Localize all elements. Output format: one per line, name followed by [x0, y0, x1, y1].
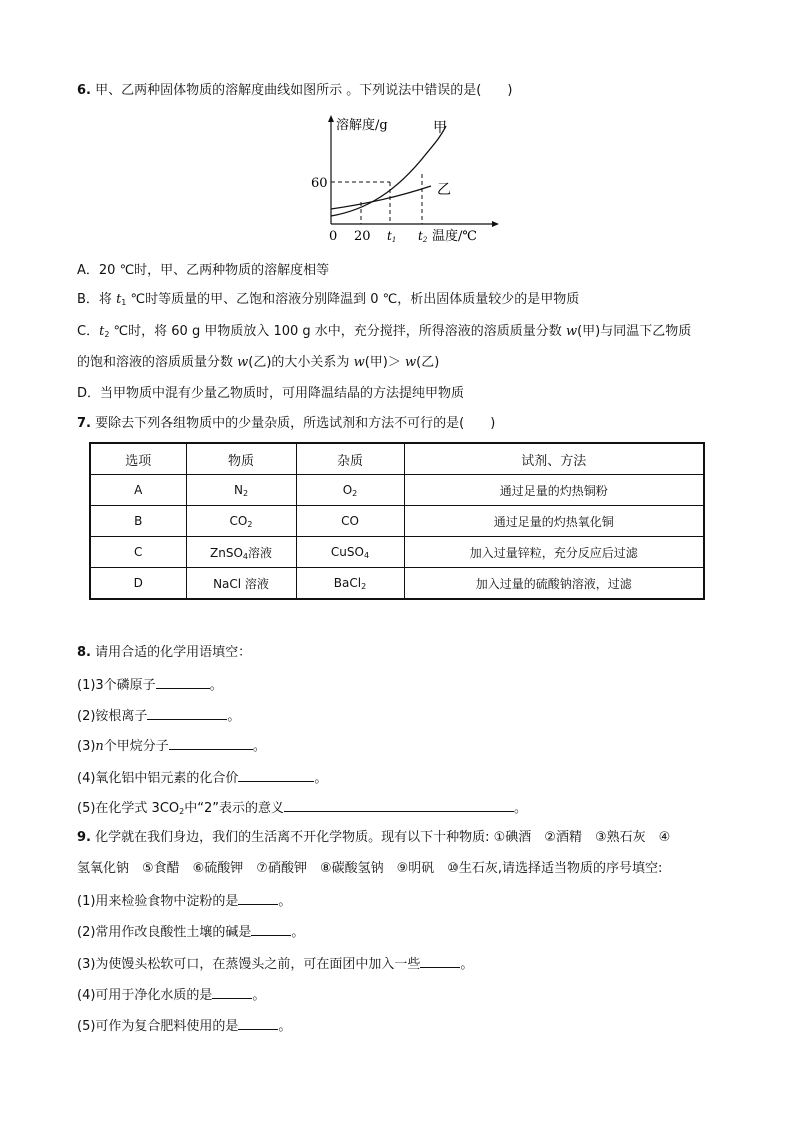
table-row	[90, 568, 704, 600]
y-axis-label: 溶解度/g	[336, 118, 388, 133]
tick-t1: t1	[387, 229, 397, 244]
q6-c-w1: w	[565, 324, 578, 339]
q6-option-c	[77, 323, 691, 344]
cell-method: 通过足量的灼热铜粉	[404, 475, 704, 506]
cell-option: C	[90, 537, 186, 568]
table-row	[90, 475, 704, 506]
q8-item-5-sub: 2	[179, 807, 185, 816]
q8-stem-text: 请用合适的化学用语填空：	[95, 645, 252, 660]
answer-blank[interactable]	[420, 954, 460, 968]
q8-item-1	[77, 675, 223, 695]
q6-option-c-line2	[77, 354, 439, 372]
q8-item-5	[77, 798, 527, 821]
period: 。	[314, 771, 328, 786]
q7-stem-text: 要除去下列各组物质中的少量杂质，所选试剂和方法不可行的是( )	[95, 416, 496, 431]
q9-item-2-text: (2)常用作改良酸性土壤的碱是	[77, 925, 252, 940]
answer-blank[interactable]	[238, 1016, 278, 1030]
header-substance: 物质	[186, 443, 296, 475]
answer-blank[interactable]	[212, 985, 252, 999]
q6-number: 6.	[77, 83, 91, 98]
q8-item-4	[77, 768, 327, 788]
q6-c-post1: ℃时，将 60 g 甲物质放入 100 g 水中，充分搅拌，所得溶液的溶质质量分数	[109, 324, 566, 339]
cell-substance: $N_2$	[186, 475, 296, 506]
q8-item-5-pre: (5)在化学式 3CO	[77, 801, 180, 816]
q8-stem	[77, 644, 251, 662]
q7-stem	[77, 415, 495, 433]
q6-option-b	[77, 291, 579, 312]
q6-c-post2: (甲)与同温下乙物质	[577, 324, 692, 339]
q6-c2-w3: w	[404, 355, 417, 370]
header-method: 试剂、方法	[404, 443, 704, 475]
tick-t2: t2	[418, 229, 428, 244]
q6-stem-text: 甲、乙两种固体物质的溶解度曲线如图所示 。下列说法中错误的是( )	[95, 83, 513, 98]
x-axis-label: 温度/℃	[432, 229, 477, 244]
tick-0: 0	[329, 229, 338, 244]
q9-item-2	[77, 922, 304, 942]
period: 。	[252, 988, 266, 1003]
x-axis-arrow	[492, 221, 499, 227]
q6-stem	[77, 82, 512, 100]
q6-option-d: D．当甲物质中混有少量乙物质时，可用降温结晶的方法提纯甲物质	[77, 386, 465, 401]
period: 。	[252, 739, 266, 754]
q6-b-sub: 1	[121, 298, 127, 307]
q8-item-5-post: 中“2”表示的意义	[184, 801, 284, 816]
header-option: 选项	[90, 443, 186, 475]
cell-impurity: BaCl$_2$	[296, 568, 404, 600]
table-row	[90, 506, 704, 537]
q6-c2-mid: (乙)的大小关系为	[248, 355, 354, 370]
q6-c-t: t	[99, 324, 105, 339]
answer-blank[interactable]	[238, 768, 314, 782]
q9-item-4-text: (4)可用于净化水质的是	[77, 988, 213, 1003]
q8-item-2	[77, 706, 240, 726]
q7-number: 7.	[77, 416, 91, 431]
cell-impurity: CuSO$_4$	[296, 537, 404, 568]
tick-60: 60	[311, 176, 328, 191]
q6-b-post: ℃时等质量的甲、乙饱和溶液分别降温到 0 ℃，析出固体质量较少的是甲物质	[126, 292, 580, 307]
solubility-chart	[306, 112, 506, 247]
q6-c2-w1: w	[237, 355, 249, 370]
q9-stem	[77, 829, 670, 847]
cell-method: 通过足量的灼热氧化铜	[404, 506, 704, 537]
period: 。	[227, 709, 241, 724]
q6-option-a: A．20 ℃时，甲、乙两种物质的溶解度相等	[77, 263, 330, 278]
cell-option: A	[90, 475, 186, 506]
cell-option: B	[90, 506, 186, 537]
q6-b-pre: B．将	[77, 292, 117, 307]
q8-item-4-text: (4)氧化铝中铝元素的化合价	[77, 771, 239, 786]
period: 。	[278, 894, 292, 909]
curve-yi-label: 乙	[437, 182, 451, 198]
q6-c2-mid2: (甲)＞	[364, 355, 405, 370]
answer-blank[interactable]	[284, 798, 514, 812]
q9-item-1	[77, 891, 291, 911]
period: 。	[460, 957, 474, 972]
q8-item-2-text: (2)铵根离子	[77, 709, 148, 724]
q8-item-3-pre: (3)	[77, 739, 96, 754]
q9-item-5	[77, 1016, 291, 1036]
q9-stem-text: 化学就在我们身边，我们的生活离不开化学物质。现有以下十种物质: ①碘酒 ②酒精 ③熟石灰 ④	[95, 830, 671, 845]
cell-substance: ZnSO$_4$溶液	[186, 537, 296, 568]
cell-impurity: CO	[296, 506, 404, 537]
q6-c2-w2: w	[353, 355, 365, 370]
q9-item-1-text: (1)用来检验食物中淀粉的是	[77, 894, 239, 909]
cell-option: D	[90, 568, 186, 600]
cell-substance: $CO_2$	[186, 506, 296, 537]
period: 。	[209, 678, 223, 693]
table-header-row	[90, 443, 704, 475]
cell-substance: NaCl 溶液	[186, 568, 296, 600]
answer-blank[interactable]	[238, 891, 278, 905]
q8-item-3-n: n	[95, 739, 104, 754]
q8-item-3	[77, 736, 266, 756]
y-axis-arrow	[328, 115, 334, 122]
tick-20: 20	[354, 229, 371, 244]
q9-number: 9.	[77, 830, 91, 845]
q9-item-4	[77, 985, 265, 1005]
answer-blank[interactable]	[169, 736, 253, 750]
curve-jia-label: 甲	[433, 120, 447, 136]
q8-item-3-post: 个甲烷分子	[103, 739, 169, 754]
answer-blank[interactable]	[147, 706, 227, 720]
q9-item-3	[77, 954, 473, 974]
header-impurity: 杂质	[296, 443, 404, 475]
q9-item-5-text: (5)可作为复合肥料使用的是	[77, 1019, 239, 1034]
q6-c-sub: 2	[104, 330, 110, 339]
answer-blank[interactable]	[251, 922, 291, 936]
q8-item-1-text: (1)3个磷原子	[77, 678, 156, 693]
answer-blank[interactable]	[156, 675, 210, 689]
q6-c2-pre: 的饱和溶液的溶质质量分数	[77, 355, 238, 370]
period: 。	[513, 801, 527, 816]
cell-impurity: $O_2$	[296, 475, 404, 506]
period: 。	[278, 1019, 292, 1034]
q6-c2-end: (乙)	[416, 355, 440, 370]
q9-stem-line2: 氢氧化钠 ⑤食醋 ⑥硫酸钾 ⑦硝酸钾 ⑧碳酸氢钠 ⑨明矾 ⑩生石灰,请选择适当物质的序号填空:	[77, 861, 663, 876]
table-row	[90, 537, 704, 568]
q6-c-pre: C．	[77, 324, 100, 339]
q8-number: 8.	[77, 645, 91, 660]
q6-b-t: t	[116, 292, 122, 307]
cell-method: 加入过量的硫酸钠溶液，过滤	[404, 568, 704, 600]
cell-method: 加入过量锌粒，充分反应后过滤	[404, 537, 704, 568]
q9-item-3-text: (3)为使馒头松软可口，在蒸馒头之前，可在面团中加入一些	[77, 957, 421, 972]
curve-yi	[331, 186, 431, 209]
curve-jia	[331, 126, 446, 216]
period: 。	[291, 925, 305, 940]
q7-table	[89, 442, 705, 600]
